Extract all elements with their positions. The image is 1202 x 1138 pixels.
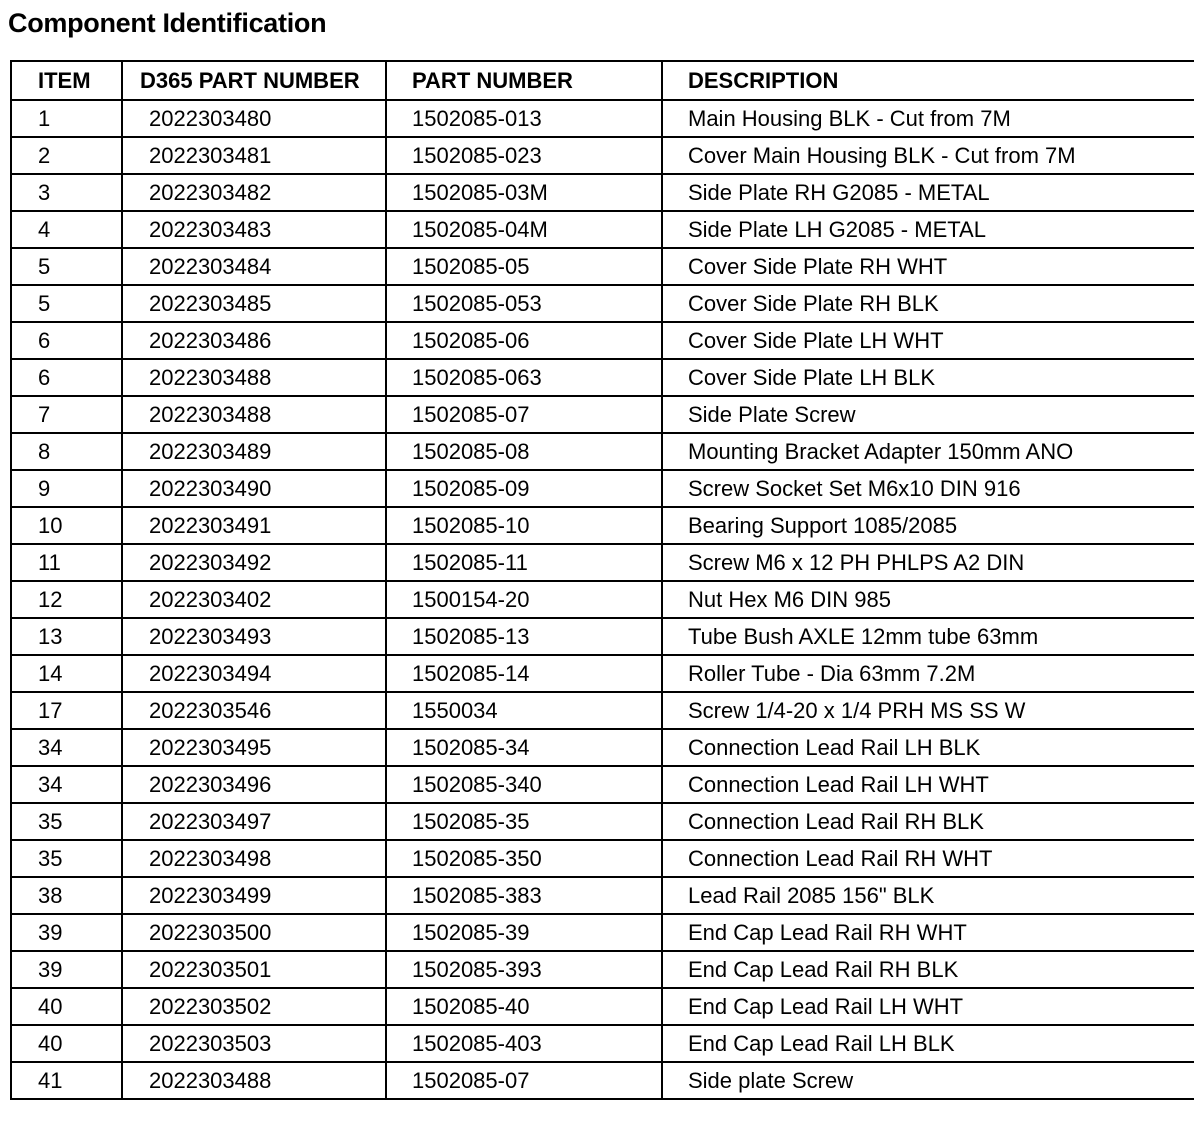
cell-d365-part-number: 2022303402 <box>122 581 386 618</box>
cell-d365-part-number: 2022303500 <box>122 914 386 951</box>
cell-item: 6 <box>11 322 122 359</box>
table-row <box>11 803 1194 840</box>
table-row <box>11 322 1194 359</box>
cell-d365-part-number: 2022303489 <box>122 433 386 470</box>
table-row <box>11 692 1194 729</box>
cell-part-number: 1502085-013 <box>386 100 662 137</box>
header-item: ITEM <box>11 61 122 100</box>
table-row <box>11 1062 1194 1099</box>
cell-d365-part-number: 2022303482 <box>122 174 386 211</box>
cell-d365-part-number: 2022303490 <box>122 470 386 507</box>
cell-part-number: 1502085-053 <box>386 285 662 322</box>
cell-item: 4 <box>11 211 122 248</box>
cell-description: Main Housing BLK - Cut from 7M <box>662 100 1194 137</box>
cell-part-number: 1502085-14 <box>386 655 662 692</box>
table-row <box>11 729 1194 766</box>
cell-part-number: 1502085-023 <box>386 137 662 174</box>
cell-d365-part-number: 2022303480 <box>122 100 386 137</box>
cell-part-number: 1502085-04M <box>386 211 662 248</box>
cell-item: 5 <box>11 285 122 322</box>
cell-description: Side plate Screw <box>662 1062 1194 1099</box>
cell-description: Screw Socket Set M6x10 DIN 916 <box>662 470 1194 507</box>
cell-d365-part-number: 2022303493 <box>122 618 386 655</box>
cell-part-number: 1502085-13 <box>386 618 662 655</box>
cell-description: Connection Lead Rail LH BLK <box>662 729 1194 766</box>
cell-part-number: 1500154-20 <box>386 581 662 618</box>
cell-part-number: 1502085-350 <box>386 840 662 877</box>
table-row <box>11 988 1194 1025</box>
cell-part-number: 1502085-403 <box>386 1025 662 1062</box>
cell-description: Roller Tube - Dia 63mm 7.2M <box>662 655 1194 692</box>
cell-description: Cover Side Plate RH BLK <box>662 285 1194 322</box>
cell-description: Cover Side Plate LH BLK <box>662 359 1194 396</box>
table-row <box>11 951 1194 988</box>
table-row <box>11 396 1194 433</box>
cell-description: End Cap Lead Rail RH BLK <box>662 951 1194 988</box>
cell-item: 40 <box>11 1025 122 1062</box>
cell-part-number: 1502085-34 <box>386 729 662 766</box>
cell-d365-part-number: 2022303484 <box>122 248 386 285</box>
cell-item: 14 <box>11 655 122 692</box>
cell-item: 10 <box>11 507 122 544</box>
cell-d365-part-number: 2022303488 <box>122 359 386 396</box>
cell-description: Connection Lead Rail RH WHT <box>662 840 1194 877</box>
table-row <box>11 1025 1194 1062</box>
cell-part-number: 1502085-07 <box>386 396 662 433</box>
cell-d365-part-number: 2022303486 <box>122 322 386 359</box>
header-d365-part-number: D365 PART NUMBER <box>122 61 386 100</box>
table-body <box>11 100 1194 1099</box>
table-row <box>11 618 1194 655</box>
cell-description: End Cap Lead Rail RH WHT <box>662 914 1194 951</box>
table-row <box>11 507 1194 544</box>
cell-item: 39 <box>11 951 122 988</box>
cell-d365-part-number: 2022303481 <box>122 137 386 174</box>
cell-item: 3 <box>11 174 122 211</box>
cell-d365-part-number: 2022303501 <box>122 951 386 988</box>
cell-description: Screw 1/4-20 x 1/4 PRH MS SS W <box>662 692 1194 729</box>
cell-item: 40 <box>11 988 122 1025</box>
component-table <box>10 60 1194 1100</box>
cell-item: 38 <box>11 877 122 914</box>
cell-part-number: 1502085-05 <box>386 248 662 285</box>
cell-part-number: 1502085-09 <box>386 470 662 507</box>
cell-part-number: 1502085-383 <box>386 877 662 914</box>
cell-item: 7 <box>11 396 122 433</box>
cell-item: 39 <box>11 914 122 951</box>
cell-d365-part-number: 2022303491 <box>122 507 386 544</box>
cell-d365-part-number: 2022303497 <box>122 803 386 840</box>
cell-item: 11 <box>11 544 122 581</box>
cell-description: Connection Lead Rail RH BLK <box>662 803 1194 840</box>
cell-description: Bearing Support 1085/2085 <box>662 507 1194 544</box>
table-row <box>11 766 1194 803</box>
cell-item: 8 <box>11 433 122 470</box>
cell-item: 13 <box>11 618 122 655</box>
header-description: DESCRIPTION <box>662 61 1194 100</box>
table-row <box>11 544 1194 581</box>
cell-d365-part-number: 2022303503 <box>122 1025 386 1062</box>
cell-item: 35 <box>11 840 122 877</box>
cell-item: 35 <box>11 803 122 840</box>
table-row <box>11 914 1194 951</box>
table-row <box>11 174 1194 211</box>
cell-d365-part-number: 2022303494 <box>122 655 386 692</box>
cell-part-number: 1502085-063 <box>386 359 662 396</box>
cell-item: 6 <box>11 359 122 396</box>
cell-description: Screw M6 x 12 PH PHLPS A2 DIN <box>662 544 1194 581</box>
cell-description: Nut Hex M6 DIN 985 <box>662 581 1194 618</box>
cell-part-number: 1502085-10 <box>386 507 662 544</box>
cell-item: 9 <box>11 470 122 507</box>
table-row <box>11 285 1194 322</box>
cell-description: Mounting Bracket Adapter 150mm ANO <box>662 433 1194 470</box>
cell-d365-part-number: 2022303492 <box>122 544 386 581</box>
cell-description: Side Plate RH G2085 - METAL <box>662 174 1194 211</box>
cell-part-number: 1502085-340 <box>386 766 662 803</box>
cell-description: Connection Lead Rail LH WHT <box>662 766 1194 803</box>
table-row <box>11 248 1194 285</box>
table-row <box>11 877 1194 914</box>
cell-part-number: 1502085-06 <box>386 322 662 359</box>
component-table-container <box>10 60 1194 1138</box>
cell-description: Lead Rail 2085 156" BLK <box>662 877 1194 914</box>
cell-description: Cover Main Housing BLK - Cut from 7M <box>662 137 1194 174</box>
table-row <box>11 137 1194 174</box>
cell-d365-part-number: 2022303498 <box>122 840 386 877</box>
page-title: Component Identification <box>8 8 327 38</box>
cell-d365-part-number: 2022303499 <box>122 877 386 914</box>
cell-d365-part-number: 2022303502 <box>122 988 386 1025</box>
table-row <box>11 433 1194 470</box>
cell-description: Cover Side Plate LH WHT <box>662 322 1194 359</box>
cell-part-number: 1502085-03M <box>386 174 662 211</box>
table-row <box>11 655 1194 692</box>
cell-description: End Cap Lead Rail LH BLK <box>662 1025 1194 1062</box>
cell-d365-part-number: 2022303485 <box>122 285 386 322</box>
cell-item: 12 <box>11 581 122 618</box>
cell-item: 1 <box>11 100 122 137</box>
cell-part-number: 1502085-08 <box>386 433 662 470</box>
cell-item: 2 <box>11 137 122 174</box>
cell-d365-part-number: 2022303483 <box>122 211 386 248</box>
cell-part-number: 1502085-39 <box>386 914 662 951</box>
cell-d365-part-number: 2022303495 <box>122 729 386 766</box>
cell-description: Side Plate Screw <box>662 396 1194 433</box>
cell-d365-part-number: 2022303546 <box>122 692 386 729</box>
cell-item: 5 <box>11 248 122 285</box>
cell-part-number: 1502085-35 <box>386 803 662 840</box>
cell-part-number: 1502085-393 <box>386 951 662 988</box>
cell-d365-part-number: 2022303496 <box>122 766 386 803</box>
cell-description: Side Plate LH G2085 - METAL <box>662 211 1194 248</box>
table-row <box>11 100 1194 137</box>
cell-item: 17 <box>11 692 122 729</box>
cell-part-number: 1502085-40 <box>386 988 662 1025</box>
cell-description: Tube Bush AXLE 12mm tube 63mm <box>662 618 1194 655</box>
table-row <box>11 359 1194 396</box>
table-header-row <box>11 61 1194 100</box>
header-part-number: PART NUMBER <box>386 61 662 100</box>
cell-item: 34 <box>11 766 122 803</box>
cell-part-number: 1550034 <box>386 692 662 729</box>
table-row <box>11 581 1194 618</box>
table-row <box>11 211 1194 248</box>
table-row <box>11 470 1194 507</box>
table-row <box>11 840 1194 877</box>
cell-part-number: 1502085-07 <box>386 1062 662 1099</box>
cell-description: Cover Side Plate RH WHT <box>662 248 1194 285</box>
cell-d365-part-number: 2022303488 <box>122 396 386 433</box>
cell-d365-part-number: 2022303488 <box>122 1062 386 1099</box>
cell-part-number: 1502085-11 <box>386 544 662 581</box>
cell-item: 34 <box>11 729 122 766</box>
cell-description: End Cap Lead Rail LH WHT <box>662 988 1194 1025</box>
cell-item: 41 <box>11 1062 122 1099</box>
